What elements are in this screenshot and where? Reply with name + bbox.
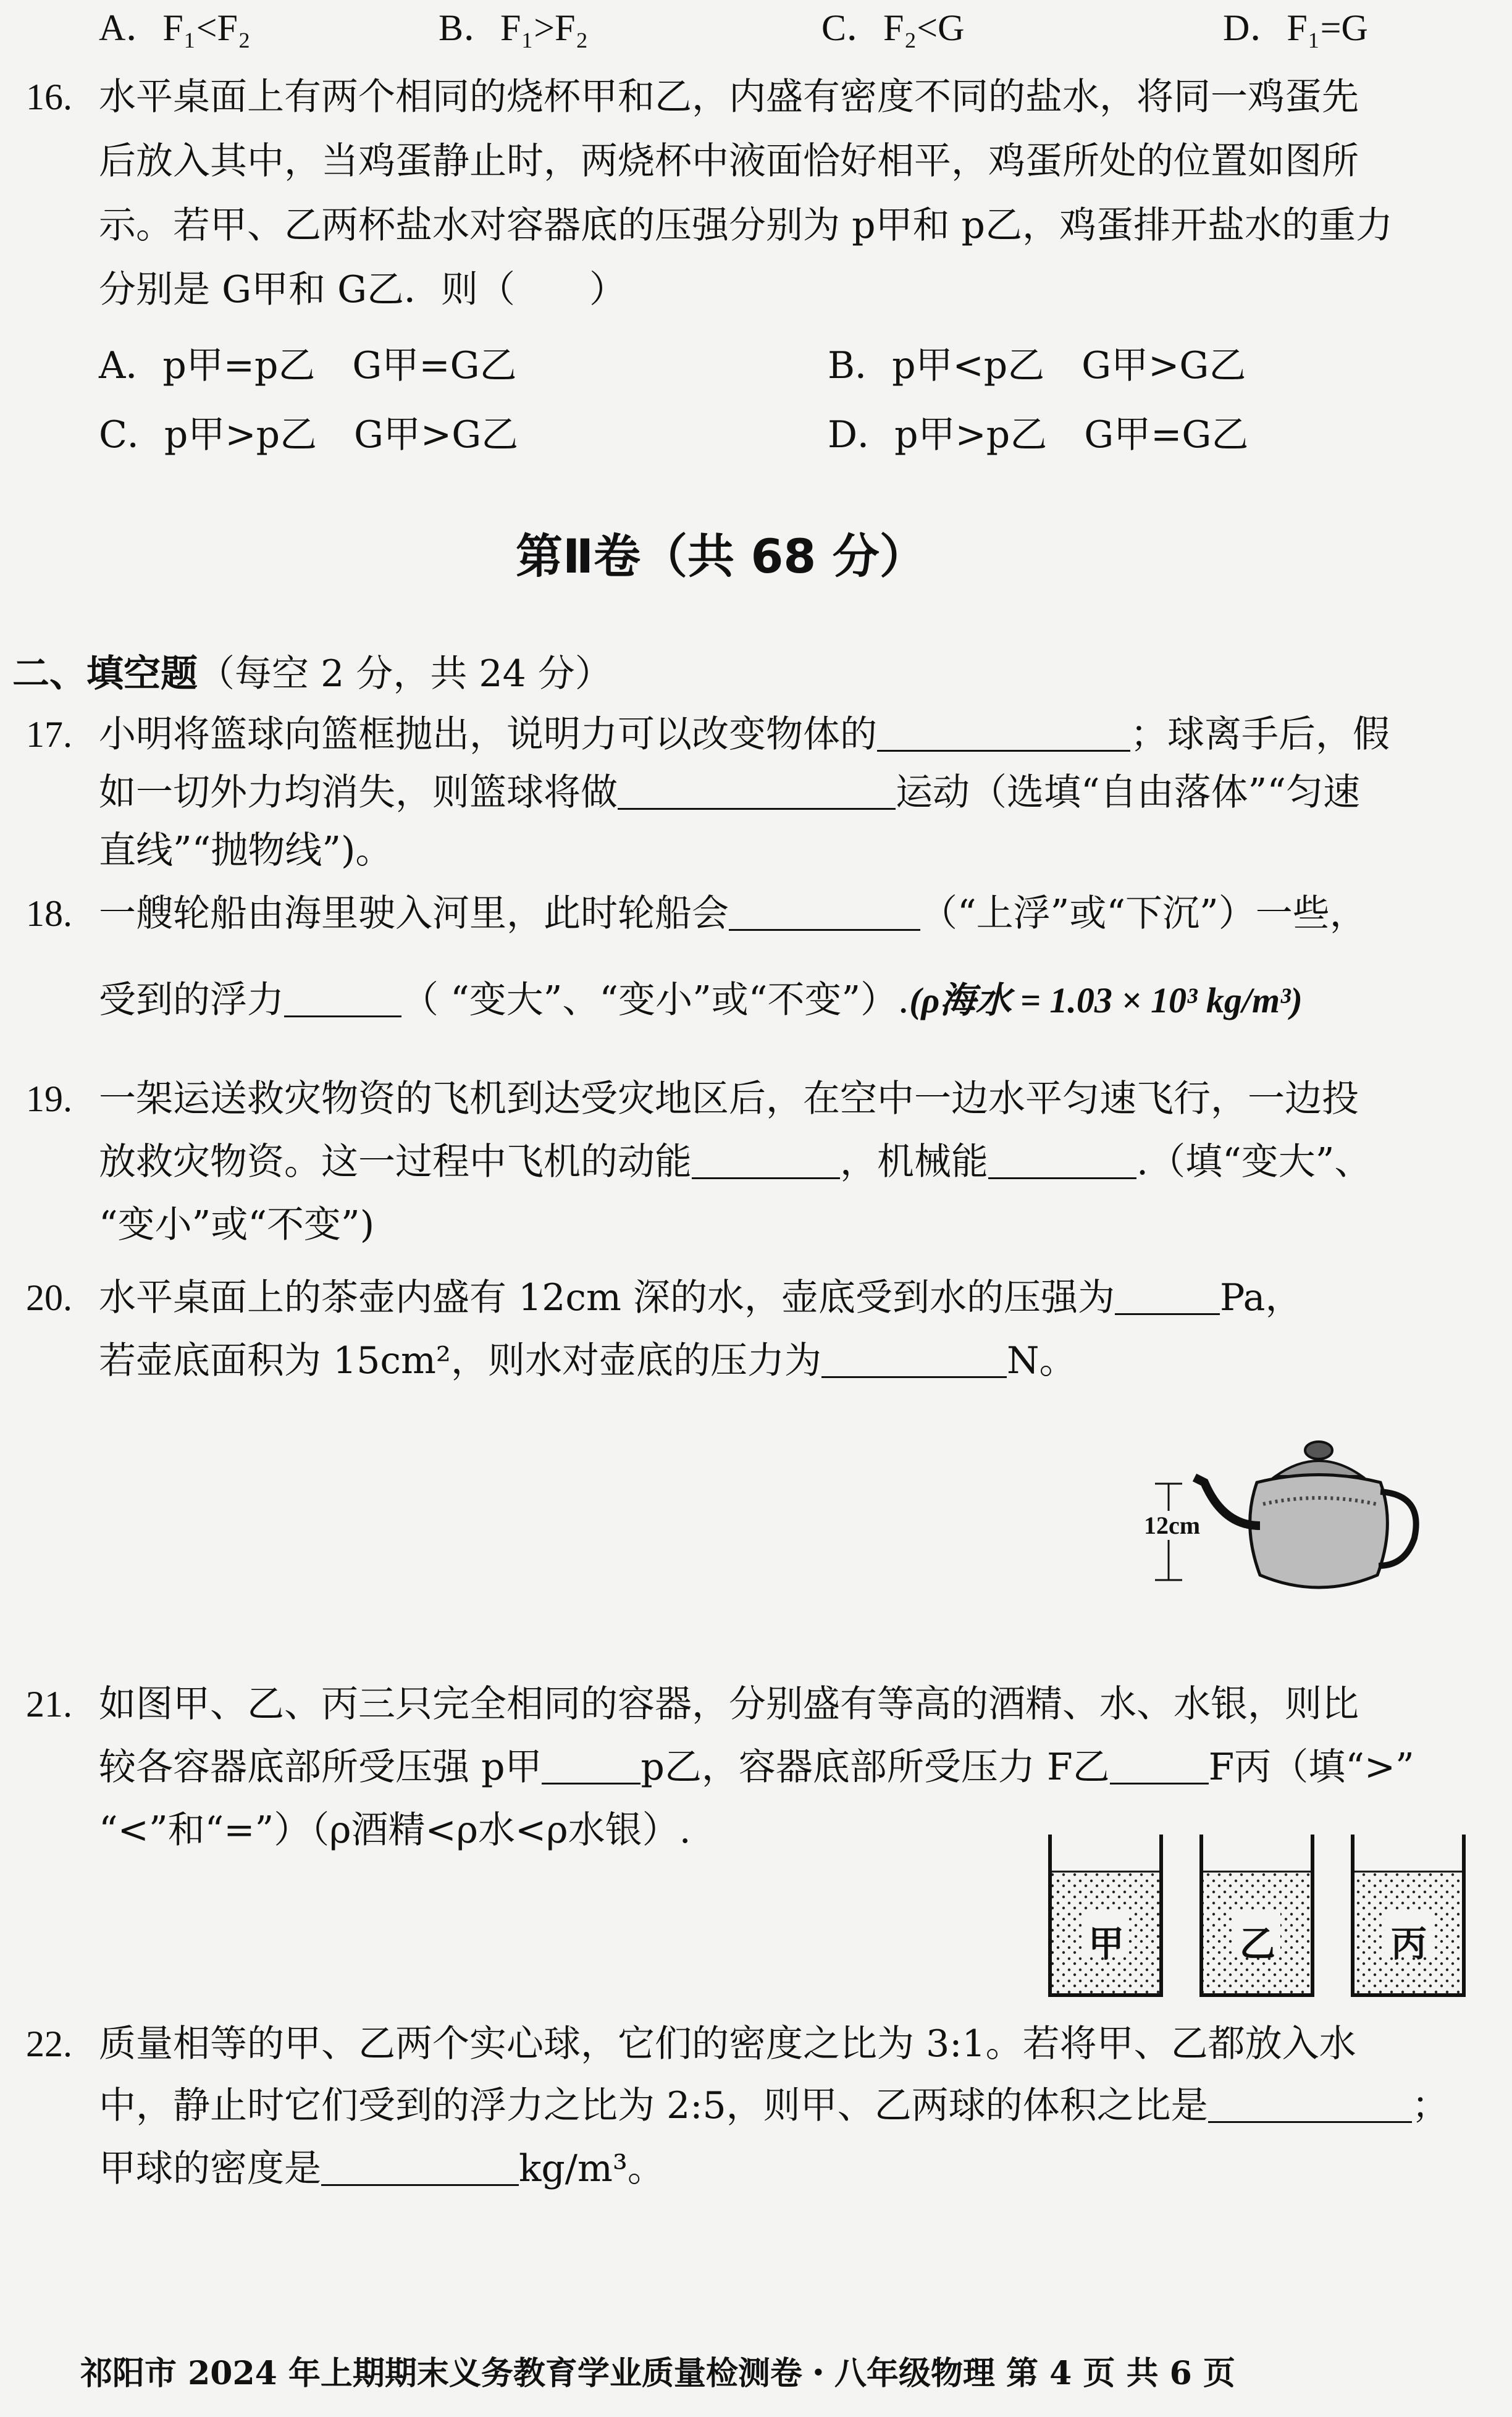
q18-blank-1[interactable] [729, 892, 920, 931]
q19-text-2c: .（填“变大”、 [1136, 1140, 1372, 1183]
q16-number: 16. [26, 77, 72, 117]
q17-number: 17. [26, 714, 72, 755]
q17-text-1b: ；球离手后，假 [1130, 713, 1390, 756]
q18-text-1a: 一艘轮船由海里驶入河里，此时轮船会 [99, 892, 729, 935]
q19-number: 19. [26, 1078, 72, 1119]
q16-text-line1: 水平桌面上有两个相同的烧杯甲和乙，内盛有密度不同的盐水，将同一鸡蛋先 [99, 75, 1359, 119]
page-footer: 祁阳市 2024 年上期期末义务教育学业质量检测卷・八年级物理 第 4 页 共 6 页 [80, 2355, 1235, 2392]
q21-text-line1: 如图甲、乙、丙三只完全相同的容器，分别盛有等高的酒精、水、水银，则比 [99, 1683, 1359, 1726]
q19-blank-1[interactable] [692, 1140, 840, 1179]
q22-text-3a: 甲球的密度是 [99, 2147, 321, 2190]
section2-note: （每空 2 分，共 24 分） [198, 652, 612, 696]
q16-option-a: A．p甲=p乙 G甲=G乙 [99, 344, 517, 387]
q17-text-2a: 如一切外力均消失，则篮球将做 [99, 771, 618, 814]
container-label-yi: 乙 [1240, 1923, 1276, 1965]
q22-line3 [99, 2145, 665, 2193]
q16-text-line4: 分别是 G甲和 G乙．则（ ） [99, 268, 627, 311]
q21-blank-2[interactable] [1110, 1746, 1209, 1784]
q17-blank-2[interactable] [618, 771, 896, 810]
q16-option-d: D．p甲>p乙 G甲=G乙 [828, 413, 1249, 456]
q21-text-2c: F丙（填“>” [1208, 1746, 1414, 1789]
q22-text-2b: ； [1411, 2084, 1449, 2127]
q20-text-2a: 若壶底面积为 15cm²，则水对壶底的压力为 [99, 1339, 821, 1382]
q21-text-2b: p乙，容器底部所受压力 F乙 [640, 1746, 1110, 1789]
q17-text-line3: 直线”“抛物线”)。 [99, 829, 393, 872]
q20-text-1a: 水平桌面上的茶壶内盛有 12cm 深的水，壶底受到水的压强为 [99, 1276, 1115, 1319]
q16-option-c: C．p甲>p乙 G甲>G乙 [99, 413, 519, 456]
q17-text-1a: 小明将篮球向篮框抛出，说明力可以改变物体的 [99, 713, 877, 756]
q20-blank-2[interactable] [821, 1339, 1007, 1378]
q21-line2 [99, 1743, 1414, 1791]
q18-formula: (ρ海水 = 1.03 × 10³ kg/m³) [909, 980, 1303, 1020]
q21-blank-1[interactable] [542, 1746, 640, 1784]
q22-text-2a: 中，静止时它们受到的浮力之比为 2:5，则甲、乙两球的体积之比是 [99, 2084, 1208, 2127]
q22-blank-1[interactable] [1208, 2084, 1412, 2123]
q19-line2 [99, 1138, 1371, 1186]
q19-text-2a: 放救灾物资。这一过程中飞机的动能 [99, 1140, 692, 1183]
container-label-jia: 甲 [1088, 1923, 1125, 1965]
q19-text-2b: ，机械能 [840, 1140, 988, 1183]
q17-line2 [99, 768, 1360, 817]
q19-text-line3: “变小”或“不变”) [99, 1203, 375, 1246]
q18-blank-2[interactable] [284, 978, 401, 1017]
q20-line2 [99, 1337, 1076, 1385]
q19-blank-2[interactable] [988, 1140, 1136, 1179]
q22-line2 [99, 2082, 1449, 2130]
q18-text-2b: （ “变大”、“变小”或“不变”）. [401, 978, 910, 1022]
q22-text-line1: 质量相等的甲、乙两个实心球，它们的密度之比为 3:1。若将甲、乙都放入水 [99, 2022, 1356, 2066]
q18-line1 [99, 889, 1367, 938]
teapot-depth-label: 12cm [1144, 1511, 1201, 1539]
q21-number: 21. [26, 1684, 72, 1725]
q16-text-line3: 示。若甲、乙两杯盐水对容器底的压强分别为 p甲和 p乙，鸡蛋排开盐水的重力 [99, 204, 1393, 247]
q18-line2 [99, 976, 1303, 1025]
q18-number: 18. [26, 893, 72, 934]
container-label-bing: 丙 [1391, 1923, 1427, 1965]
containers-figure [1044, 1822, 1470, 2007]
teapot-figure [1130, 1433, 1470, 1618]
q21-text-line3: “<”和“=”）（ρ酒精<ρ水<ρ水银）. [99, 1809, 691, 1852]
q15-option-b: B．F₁>F₂ [439, 7, 589, 48]
q17-text-2b: 运动（选填“自由落体”“匀速 [896, 771, 1361, 814]
q17-line1 [99, 710, 1390, 759]
q15-option-d: D．F₁=G [1223, 7, 1368, 48]
section2-heading: 二、填空题 [12, 652, 198, 696]
q16-text-line2: 后放入其中，当鸡蛋静止时，两烧杯中液面恰好相平，鸡蛋所处的位置如图所 [99, 140, 1359, 183]
q22-blank-2[interactable] [321, 2147, 519, 2186]
q20-line1 [99, 1274, 1302, 1322]
q15-option-a: A．F₁<F₂ [99, 7, 251, 48]
section2-heading-row [12, 650, 612, 698]
q16-option-b: B．p甲<p乙 G甲>G乙 [828, 344, 1246, 387]
q18-text-2a: 受到的浮力 [99, 978, 284, 1022]
q22-number: 22. [26, 2024, 72, 2064]
q22-text-3b: kg/m³。 [519, 2147, 665, 2190]
q18-text-1b: （“上浮”或“下沉”）一些， [920, 892, 1367, 935]
q19-text-line1: 一架运送救灾物资的飞机到达受灾地区后，在空中一边水平匀速飞行，一边投 [99, 1077, 1359, 1120]
q20-text-2b: N。 [1006, 1339, 1077, 1382]
q17-blank-1[interactable] [877, 713, 1130, 752]
q21-text-2a: 较各容器底部所受压强 p甲 [99, 1746, 542, 1789]
part2-title: 第Ⅱ卷（共 68 分） [516, 529, 926, 584]
q20-blank-1[interactable] [1115, 1276, 1220, 1315]
q20-text-1b: Pa， [1220, 1276, 1303, 1319]
q20-number: 20. [26, 1277, 72, 1318]
q15-option-c: C．F₂<G [821, 7, 965, 48]
